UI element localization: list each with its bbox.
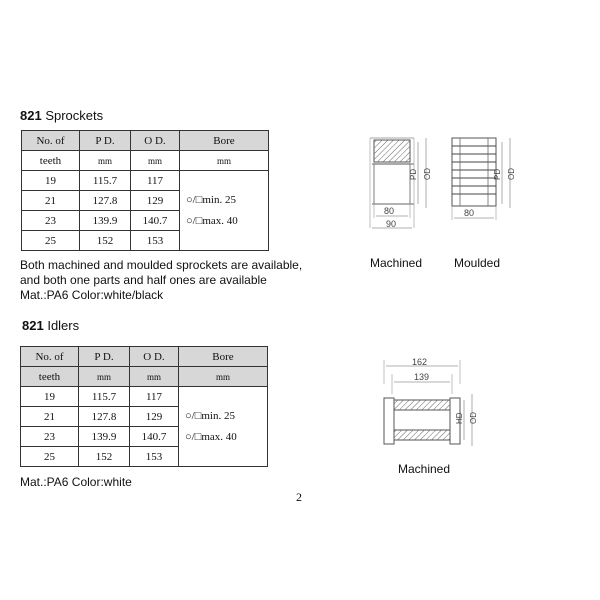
cell-pd: 152 [79,447,130,467]
machined-outer-dim: 90 [386,219,397,229]
page-number: 2 [296,490,302,504]
table-row [22,171,269,191]
sprocket-drawings [360,128,530,238]
cell-od: 129 [131,191,180,211]
sprockets-title-number: 821 [20,108,42,123]
cell-teeth: 19 [21,387,79,407]
machined-pd-label: PD [409,168,418,180]
sprockets-title [20,108,103,123]
idler-inner-dim: 139 [414,372,430,382]
sprockets-table [21,130,269,251]
cell-od: 117 [131,171,180,191]
idlers-title [22,318,79,333]
table-row [21,387,268,407]
subheader-teeth: teeth [21,367,79,387]
cell-od: 153 [131,231,180,251]
header-od: O D. [131,131,180,151]
cell-pd: 115.7 [80,171,131,191]
idlers-title-number: 821 [22,318,44,333]
cell-od: 153 [130,447,179,467]
idlers-table [20,346,268,467]
sprockets-notes [20,258,302,303]
table-subheader-row [21,367,268,387]
caption-idler-machined: Machined [398,462,451,476]
header-bore: Bore [179,347,268,367]
cell-bore [179,387,268,467]
cell-teeth: 19 [22,171,80,191]
subheader-od-unit: mm [130,367,179,387]
cell-pd: 127.8 [80,191,131,211]
moulded-width-dim: 80 [464,208,475,218]
machined-sprocket-drawing [370,138,432,229]
cell-teeth: 23 [21,427,79,447]
cell-teeth: 25 [21,447,79,467]
table-header-row [21,347,268,367]
subheader-od-unit: mm [131,151,180,171]
cell-od: 140.7 [130,427,179,447]
subheader-teeth: teeth [22,151,80,171]
sprockets-title-text: Sprockets [45,108,104,123]
moulded-pd-label: PD [493,168,502,180]
machined-od-label: OD [423,168,432,180]
cell-od: 140.7 [131,211,180,231]
idler-hd-label: HD [455,412,464,424]
idlers-title-text: Idlers [47,318,80,333]
table-subheader-row [22,151,269,171]
header-teeth: No. of [21,347,79,367]
machined-inner-dim: 80 [384,206,395,216]
cell-teeth: 21 [22,191,80,211]
caption-moulded: Moulded [454,256,501,270]
cell-pd: 115.7 [79,387,130,407]
header-pd: P D. [80,131,131,151]
subheader-bore-unit: mm [180,151,269,171]
cell-teeth: 21 [21,407,79,427]
subheader-pd-unit: mm [79,367,130,387]
bore-max: ○/□max. 40 [186,214,238,227]
idler-od-label: OD [469,412,478,424]
subheader-pd-unit: mm [80,151,131,171]
sprockets-note-line1: Both machined and moulded sprockets are available, [20,258,303,272]
sprockets-note-line2: and both one parts and half ones are available [20,273,267,287]
moulded-od-label: OD [507,168,516,180]
header-bore: Bore [180,131,269,151]
caption-machined: Machined [370,256,423,270]
idler-overall-dim: 162 [412,357,428,367]
header-od: O D. [130,347,179,367]
cell-od: 117 [130,387,179,407]
idlers-material: Mat.:PA6 Color:white [20,475,132,489]
cell-bore [180,171,269,251]
table-header-row [22,131,269,151]
bore-min: ○/□min. 25 [186,193,236,206]
sprockets-material: Mat.:PA6 Color:white/black [20,288,164,302]
cell-pd: 139.9 [80,211,131,231]
subheader-bore-unit: mm [179,367,268,387]
header-teeth: No. of [22,131,80,151]
cell-pd: 139.9 [79,427,130,447]
bore-min: ○/□min. 25 [185,409,235,422]
cell-pd: 152 [80,231,131,251]
idler-drawing [370,354,500,454]
cell-pd: 127.8 [79,407,130,427]
bore-max: ○/□max. 40 [185,430,237,443]
cell-teeth: 25 [22,231,80,251]
moulded-sprocket-drawing [452,138,516,220]
header-pd: P D. [79,347,130,367]
cell-od: 129 [130,407,179,427]
cell-teeth: 23 [22,211,80,231]
